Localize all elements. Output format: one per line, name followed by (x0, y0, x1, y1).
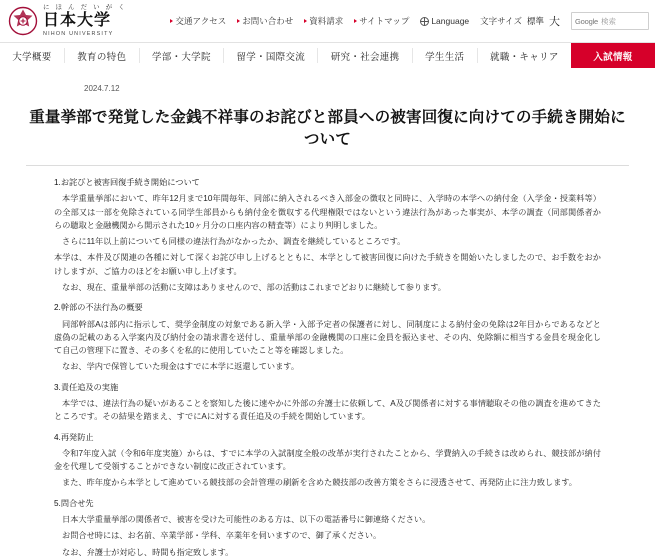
arrow-right-icon (304, 19, 307, 23)
section-paragraph: 本学重量挙部において、昨年12月まで10年間毎年、同部に納入されるべき入部金の徴収と同時に、入学時の本学への納付金（入学金・授業料等）の全部又は一部を免除されている同学生部員からも納付金を徴収する代理権限ではないという違法行為があった事実が、本学の調査（同部関係者からの聴取と金融機関から開示された10ヶ月分の口座内容の精査等）により判明しました。 (54, 194, 601, 230)
section-2 (54, 302, 601, 373)
link-access-label: 交通アクセス (175, 16, 227, 26)
arrow-right-icon (237, 19, 240, 23)
section-paragraph: なお、弁護士が対応し、時間も指定致します。 (62, 547, 234, 557)
section-heading: 2.幹部の不法行為の概要 (54, 303, 143, 313)
article-body (26, 177, 629, 559)
nav-item-admissions[interactable]: 入試情報 (571, 43, 655, 68)
font-size-large-button[interactable]: 大 (549, 16, 560, 28)
site-logo[interactable] (8, 5, 127, 38)
link-sitemap-label: サイトマップ (359, 16, 410, 26)
section-heading: 3.責任追及の実施 (54, 382, 119, 392)
link-access[interactable] (170, 15, 226, 27)
article-container (0, 68, 655, 559)
nav-item-career[interactable]: 就職・キャリア (490, 51, 559, 63)
google-logo: Google (575, 16, 598, 26)
section-1 (54, 177, 601, 294)
nav-item-overview[interactable]: 大学概要 (12, 51, 52, 63)
link-materials[interactable] (304, 15, 343, 27)
search-box[interactable] (571, 12, 649, 30)
link-contact[interactable] (237, 15, 293, 27)
nav-item-student-life[interactable]: 学生生活 (425, 51, 465, 63)
logo-kana: に ほ ん だ い が く (43, 3, 127, 11)
section-paragraph: 同部幹部Aは部内に指示して、奨学金制度の対象である新入学・入部予定者の保護者に対し、同制度による納付金の免除は2年目からであるなどと虚偽の記載のある入学案内及び納付金の請求書を送付し、重量挙部の金融機関の口座に金員を振込ませ、その内、免除額に相当する金員を現金化して自己の管理下に置き、その多くを私的に使用していたこと等を確認しました。 (54, 319, 601, 356)
section-paragraph: 本学では、違法行為の疑いがあることを察知した後に速やかに外部の弁護士に依頼して、A及び関係者に対する事情聴取その他の調査を進めてきたところです。その結果を踏まえ、すでにAに対する責任追及の手続を開始しています。 (54, 398, 601, 422)
font-size-label: 文字サイズ (480, 16, 522, 26)
font-size-control (480, 13, 560, 29)
logo-japanese: 日本大学 (43, 12, 112, 30)
site-header (0, 0, 655, 42)
section-heading: 1.お詫びと被害回復手続き開始について (54, 178, 200, 187)
article-date: 2024.7.12 (84, 84, 120, 93)
nav-item-research[interactable]: 研究・社会連携 (330, 51, 400, 63)
link-sitemap[interactable] (354, 15, 409, 27)
section-paragraph: また、昨年度から本学として進めている競技部の会計管理の刷新を含めた競技部の改善方策をさらに浸透させて、再発防止に注力致します。 (62, 478, 577, 488)
arrow-right-icon (170, 19, 173, 23)
logo-english: NIHON UNIVERSITY (43, 30, 114, 37)
section-paragraph: 日本大学重量挙部の関係者で、被害を受けた可能性のある方は、以下の電話番号に御連絡ください。 (62, 514, 431, 524)
section-paragraph: なお、現在、重量挙部の活動に支障はありませんので、部の活動はこれまでどおりに継続して参ります。 (62, 282, 446, 292)
globe-icon (420, 17, 429, 26)
nav-item-education[interactable]: 教育の特色 (77, 51, 127, 63)
section-heading: 4.再発防止 (54, 432, 94, 442)
arrow-right-icon (354, 19, 357, 23)
section-paragraph: 本学は、本件及び関連の各種に対して深くお詫び申し上げるとともに、本学として被害回復に向けた手続きを開始いたしましたので、お手数をおかけしますが、ご協力のほどをお願い申し上げます。 (54, 253, 601, 276)
section-heading: 5.問合せ先 (54, 498, 94, 508)
section-3 (54, 382, 601, 424)
section-5 (54, 498, 601, 559)
section-paragraph: お問合せ時には、お名前、卒業学部・学科、卒業年を伺いますので、御了承ください。 (62, 531, 382, 541)
link-materials-label: 資料請求 (309, 16, 344, 26)
university-crest-icon (8, 6, 38, 36)
page-title: 重量挙部で発覚した金銭不祥事のお詫びと部員への被害回復に向けての手続き開始について (29, 109, 626, 148)
search-input[interactable]: 検索 (601, 16, 616, 26)
section-paragraph: 令和7年度入試（令和6年度実施）からは、すでに本学の入試制度全般の改革が実行されたことから、学費納入の手続きは改められ、競技部が納付金を代理して受領することができない制度に改正されています。 (54, 448, 601, 472)
utility-links (170, 12, 649, 30)
language-label: Language (431, 16, 470, 26)
section-paragraph: さらに11年以上前についても同様の違法行為がなかったか、調査を継続しているところです。 (62, 237, 406, 247)
link-contact-label: お問い合わせ (242, 16, 294, 26)
title-divider (26, 165, 629, 166)
section-paragraph: なお、学内で保管していた現金はすでに本学に返還しています。 (62, 362, 300, 372)
section-4 (54, 432, 601, 490)
nav-item-international[interactable]: 留学・国際交流 (236, 51, 306, 63)
nav-item-faculties[interactable]: 学部・大学院 (151, 51, 211, 63)
main-navigation (0, 42, 655, 68)
font-size-standard-button[interactable]: 標準 (526, 16, 544, 26)
language-switch[interactable] (420, 16, 469, 26)
